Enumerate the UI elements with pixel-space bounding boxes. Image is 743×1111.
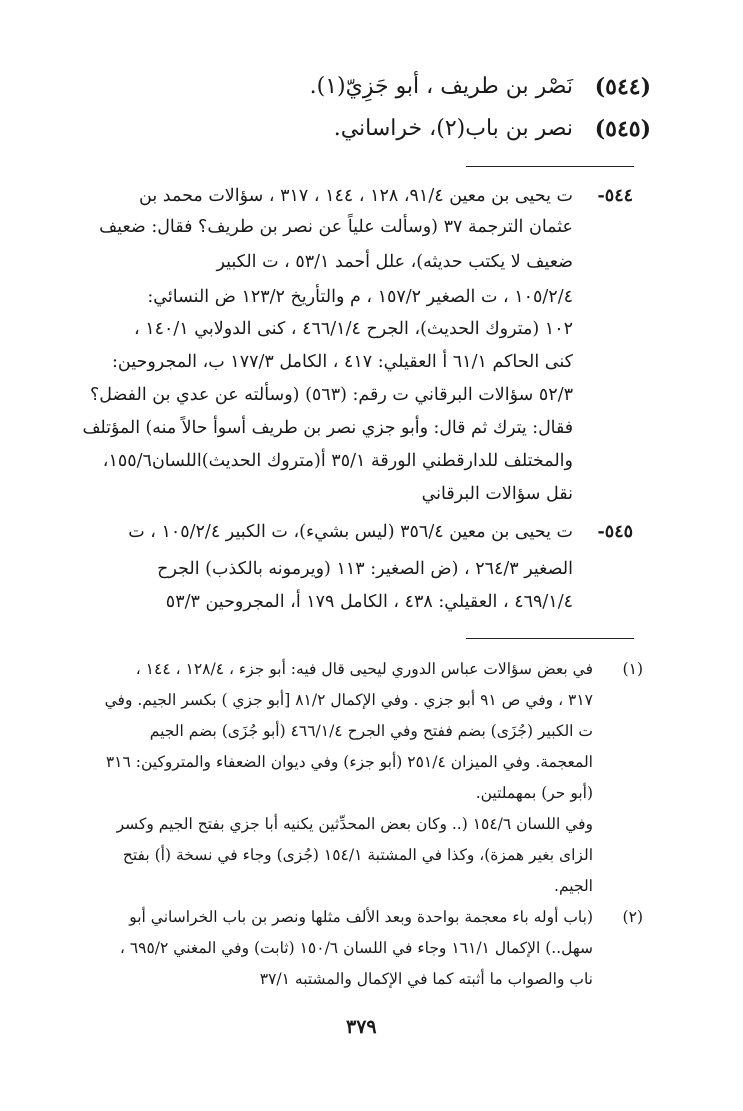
footnote-line: (أبو حر) بمهملتين. (475, 784, 593, 802)
citation-line: كنى الحاكم ٦١/١ أ العقيلي: ٤١٧ ، الكامل ١٧٧/٣ ب، المجروحين: (112, 352, 573, 372)
footnote-line: الجيم. (554, 877, 593, 895)
entry-text: نَصْر بن طريف ، أبو جَزِيّ(١). (309, 74, 573, 99)
footnote-number: (٢) (622, 908, 643, 926)
citation-line: ١٠٢ (متروك الحديث)، الجرح ٤٦٦/١/٤ ، كنى الدولابي ١٤٠/١ ، (133, 319, 573, 339)
page-number: ٣٧٩ (346, 1016, 377, 1038)
citation-line: ١٠٥/٢/٤ ، ت الصغير ١٥٧/٢ ، م والتأريخ ١٢٣/٢ ض النسائي: (147, 287, 573, 307)
entry-number: (٥٤٥) (594, 116, 651, 142)
footnote-line: ناب والصواب ما أثبته كما في الإكمال والمشتبه ٣٧/١ (259, 970, 593, 988)
footnote-line: الزاى بغير همزة)، وكذا في المشتبة ١٥٤/١ (جُزى) وجاء في نسخة (أ) بفتح (122, 846, 593, 864)
footnote-line: المعجمة. وفي الميزان ٢٥١/٤ (أبو جزء) وفي ديوان الضعفاء والمتروكين: ٣١٦ (105, 753, 593, 771)
entry-text: نصر بن باب(٢)، خراساني. (333, 116, 573, 141)
citation-line: والمختلف للدارقطني الورقة ٣٥/١ أ(متروك الحديث)اللسان١٥٥/٦، (102, 451, 573, 471)
citation-number: ٥٤٤- (597, 186, 633, 206)
footnote-line: (باب أوله باء معجمة بواحدة وبعد الألف مثلها ونصر بن باب الخراساني أبو (129, 908, 593, 926)
separator-rule (466, 166, 634, 167)
citation-number: ٥٤٥- (597, 522, 633, 542)
citation-line: نقل سؤالات البرقاني (421, 484, 573, 504)
citation-line: الصغير ٢٦٤/٣ ، (ض الصغير: ١١٣ (ويرمونه بالكذب) الجرح (157, 559, 573, 579)
entry-number: (٥٤٤) (594, 74, 651, 100)
footnote-number: (١) (622, 660, 643, 678)
footnote-line: في بعض سؤالات عباس الدوري ليحيى قال فيه: أبو جزء ، ١٢٨/٤ ، ١٤٤ ، (135, 660, 593, 678)
citation-line: عثمان الترجمة ٣٧ (وسألت علياً عن نصر بن طريف؟ فقال: ضعيف (99, 217, 573, 237)
footnote-line: ت الكبير (جُزَى) بضم ففتح وفي الجرح ٤٦٦/١/٤ (أبو جُزَى) بضم الجيم (149, 722, 593, 740)
citation-line: ت يحيى بن معين ٣٥٦/٤ (ليس بشيء)، ت الكبير ١٠٥/٢/٤ ، ت (128, 522, 573, 542)
footnote-line: سهل..) الإكمال ١٦١/١ وجاء في اللسان ١٥٠/٦ (ثابت) وفي المغني ٦٩٥/٢ ، (119, 939, 593, 957)
citation-line: ٥٢/٣ سؤالات البرقاني ت رقم: (٥٦٣) (وسألته عن عدي بن الفضل؟ (89, 385, 573, 405)
footnote-line: ٣١٧ ، وفي ص ٩١ أبو جزي . وفي الإكمال ٨١/٢ [أبو جزي ) بكسر الجيم. وفي (104, 691, 593, 709)
footnote-separator-rule (466, 638, 634, 639)
citation-line: ضعيف لا يكتب حديثه)، علل أحمد ٥٣/١ ، ت الكبير (216, 252, 573, 272)
citation-line: فقال: يترك ثم قال: وأبو جزي نصر بن طريف أسوأ حالاً منه) المؤتلف (82, 418, 573, 438)
footnote-line: وفي اللسان ١٥٤/٦ (.. وكان بعض المحدِّثين يكنيه أبا جزي بفتح الجيم وكسر (116, 815, 593, 833)
citation-line: ٤٦٩/١/٤ ، العقيلي: ٤٣٨ ، الكامل ١٧٩ أ، المجروحين ٥٣/٣ (165, 592, 573, 612)
citation-line: ت يحيى بن معين ٩١/٤، ١٢٨ ، ١٤٤ ، ٣١٧ ، سؤالات محمد بن (139, 186, 573, 206)
